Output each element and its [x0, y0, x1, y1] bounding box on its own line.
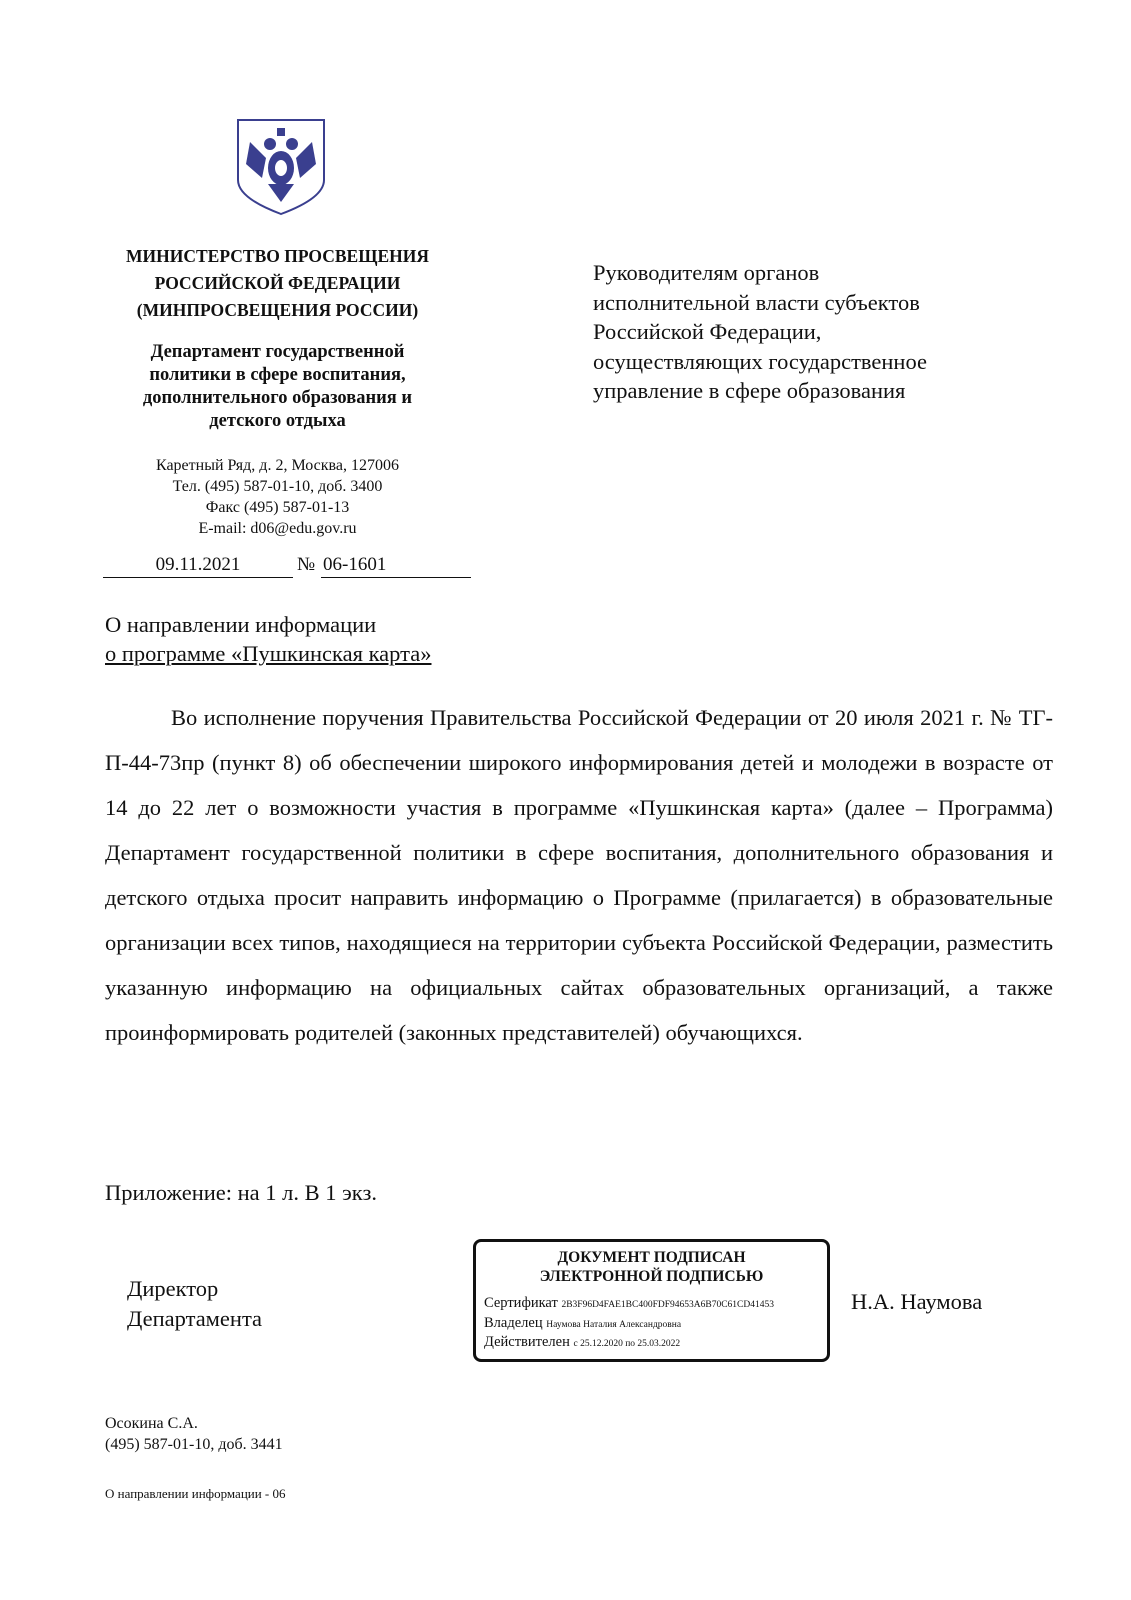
validity-value: с 25.12.2020 по 25.03.2022: [573, 1339, 681, 1349]
electronic-signature-stamp: [473, 1239, 830, 1362]
department-line: детского отдыха: [209, 411, 346, 431]
signer-position: [127, 1274, 262, 1334]
stamp-title-line: ЭЛЕКТРОННОЙ ПОДПИСЬЮ: [539, 1268, 764, 1285]
signer-position-line: Директор: [127, 1276, 219, 1301]
certificate-label: Сертификат: [484, 1295, 558, 1311]
stamp-owner-row: [484, 1315, 681, 1332]
department-address: [100, 455, 455, 539]
subject-line-underlined: о программе «Пушкинская карта»: [105, 641, 432, 666]
owner-label: Владелец: [484, 1315, 543, 1331]
department-line: политики в сфере воспитания,: [149, 365, 406, 385]
subject-line: О направлении информации: [105, 612, 377, 637]
department-line: дополнительного образования и: [142, 388, 413, 408]
stamp-title-line: ДОКУМЕНТ ПОДПИСАН: [557, 1249, 746, 1266]
signer-name: Н.А. Наумова: [851, 1289, 983, 1314]
address-line: Каретный Ряд, д. 2, Москва, 127006: [155, 457, 399, 474]
ministry-line: (МИНПРОСВЕЩЕНИЯ РОССИИ): [136, 300, 419, 320]
certificate-value: 2B3F96D4FAE1BC400FDF94653A6B70C61CD41453: [561, 1300, 775, 1310]
stamp-title: [476, 1248, 827, 1286]
recipient-line: Российской Федерации,: [593, 319, 822, 344]
validity-label: Действителен: [484, 1334, 570, 1350]
letter-subject: [105, 610, 431, 668]
recipient-line: осуществляющих государственное: [593, 348, 927, 374]
ministry-line: РОССИЙСКОЙ ФЕДЕРАЦИИ: [154, 273, 401, 293]
attachment-note: Приложение: на 1 л. В 1 экз.: [105, 1180, 377, 1205]
recipient-line: исполнительной власти субъектов: [593, 289, 920, 315]
executor-name: Осокина С.А.: [105, 1415, 198, 1432]
signer-position-line: Департамента: [127, 1306, 263, 1331]
registration-date: 09.11.2021: [103, 553, 293, 578]
ministry-name: [100, 243, 455, 324]
phone-line: Тел. (495) 587-01-10, доб. 3400: [172, 478, 383, 495]
recipient-line: Руководителям органов: [593, 260, 820, 285]
executor-contact: [105, 1413, 283, 1455]
owner-value: Наумова Наталия Александровна: [546, 1320, 682, 1330]
email-line: E-mail: d06@edu.gov.ru: [198, 520, 357, 537]
registration-number: 06-1601: [321, 553, 471, 578]
recipient-block: [593, 258, 1033, 406]
executor-phone: (495) 587-01-10, доб. 3441: [105, 1436, 283, 1453]
fax-line: Факс (495) 587-01-13: [205, 499, 350, 516]
department-line: Департамент государственной: [150, 342, 405, 362]
department-name: [100, 341, 455, 433]
stamp-certificate-row: [484, 1295, 774, 1312]
ministry-line: МИНИСТЕРСТВО ПРОСВЕЩЕНИЯ: [126, 246, 429, 266]
russian-coat-of-arms-icon: [236, 118, 326, 216]
recipient-line: управление в сфере образования: [593, 378, 906, 403]
page-footer: О направлении информации - 06: [105, 1486, 286, 1501]
letter-body: Во исполнение поручения Правительства Российской Федерации от 20 июля 2021 г. № ТГ-П-44-73пр (пункт 8) об обеспечении широкого информирования детей и молодежи в возрасте от 14 до 22 лет о возможности участия в программе «Пушкинская карта» (далее – Программа) Департамент государственной политики в сфере воспитания, дополнительного образования и детского отдыха просит направить информацию о Программе (прилагается) в образовательные организации всех типов, находящиеся на территории субъекта Российской Федерации, разместить указанную информацию на официальных сайтах образовательных организаций, а также проинформировать родителей (законных представителей) обучающихся.: [105, 705, 1053, 1045]
stamp-validity-row: [484, 1334, 680, 1351]
registration-number-sign: №: [297, 554, 316, 575]
